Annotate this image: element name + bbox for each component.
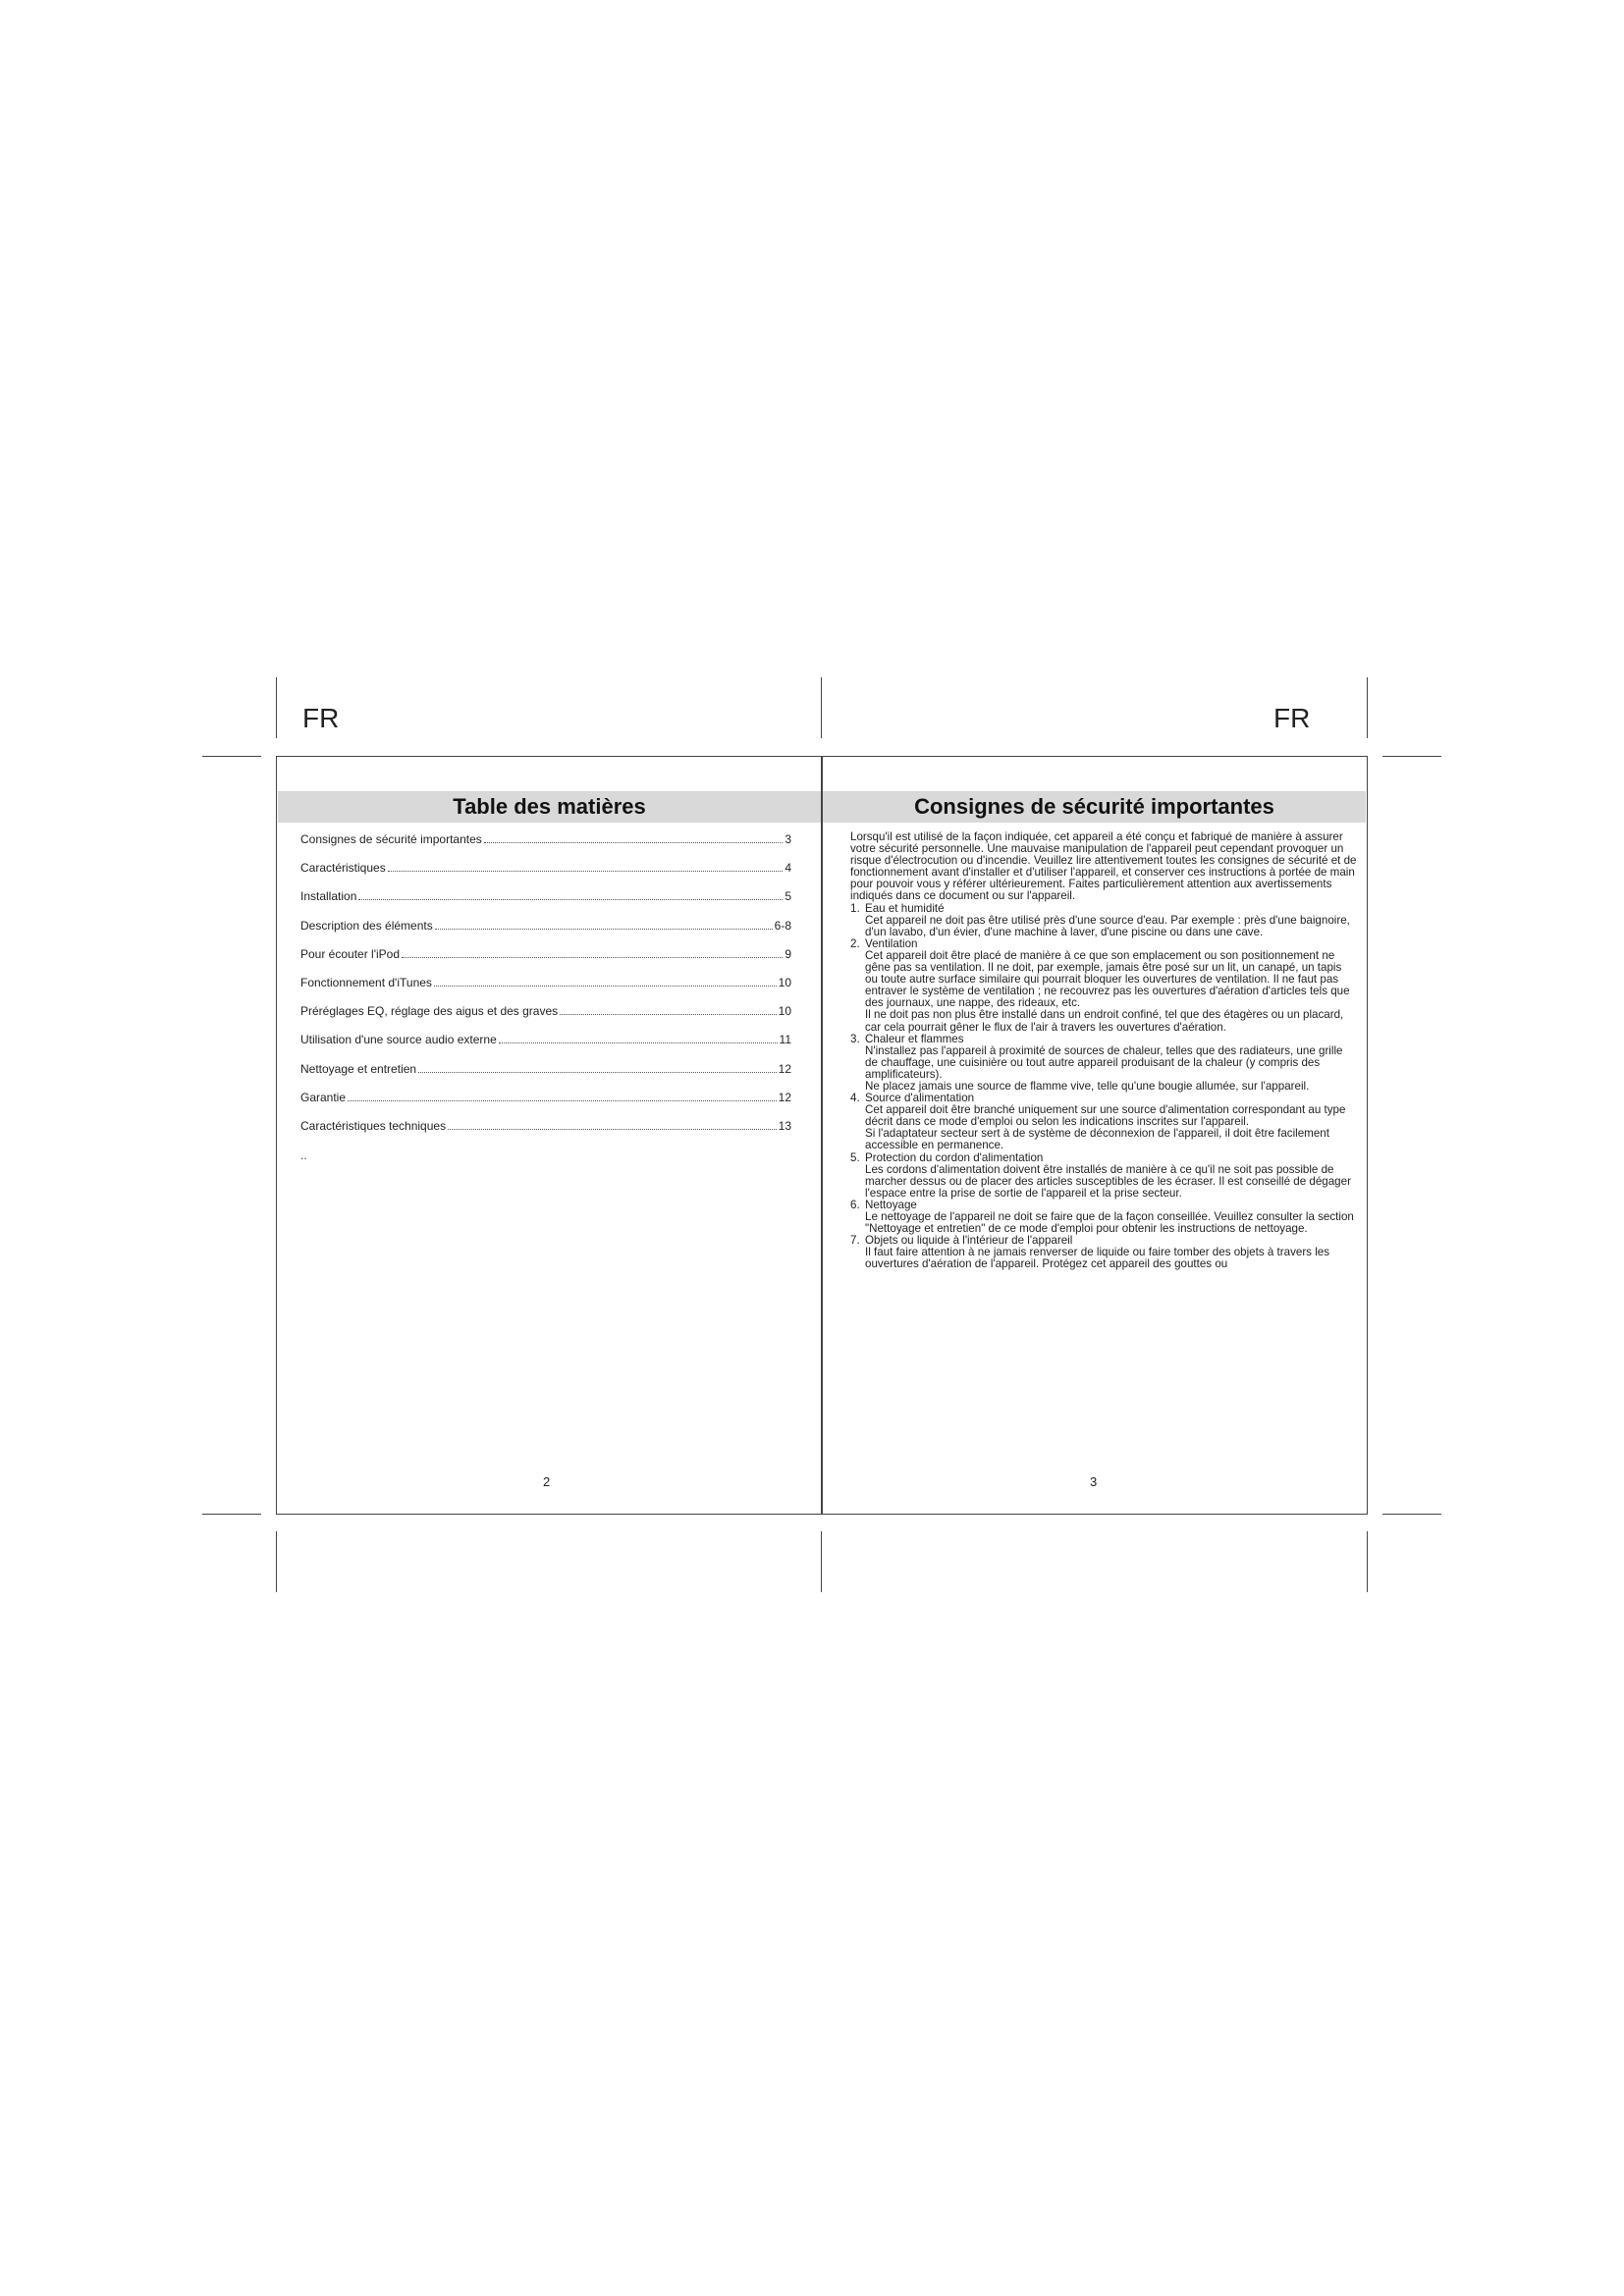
toc-leader-dots xyxy=(388,871,784,872)
item-paragraph: Cet appareil doit être placé de manière à ce que son emplacement ou son positionnement ne gêne pas sa ventilation. Il ne doit, par exemple, jamais être posé sur un lit, un canapé, un tapis ou toute autre surface similaire qui pourrait bloquer les ouvertures de ventilation. Il ne faut pas entraver le système de ventilation ; ne recouvrez pas les ouvertures d'aération d'articles tels que des journaux, une nappe, des rideaux, etc. xyxy=(865,948,1350,1010)
item-number: 6. xyxy=(850,1198,860,1211)
crop-mark xyxy=(276,1531,277,1592)
toc-leader-dots xyxy=(418,1072,777,1073)
item-title: Source d'alimentation xyxy=(865,1092,975,1105)
toc-entry-page: 12 xyxy=(778,1061,791,1076)
item-paragraph: Les cordons d'alimentation doivent être installés de manière à ce qu'il ne soit pas possible de marcher dessus ou de placer des articles susceptibles de les écraser. Il est conseillé de dégager l'espace entre la prise de sortie de l'appareil et la prise secteur. xyxy=(865,1162,1351,1200)
toc-leader-dots xyxy=(434,986,777,987)
toc-entry[interactable] xyxy=(300,832,791,861)
toc-leader-dots xyxy=(348,1100,777,1101)
item-number: 1. xyxy=(850,901,860,915)
toc-entry[interactable] xyxy=(300,889,791,918)
safety-item xyxy=(850,1235,1357,1270)
toc-title-band xyxy=(278,791,821,823)
item-number: 3. xyxy=(850,1032,860,1045)
toc-entry-label: Caractéristiques techniques xyxy=(300,1118,447,1133)
toc-entry-label: Garantie xyxy=(300,1090,347,1104)
toc-leader-dots xyxy=(402,957,783,958)
toc-entry[interactable] xyxy=(300,1062,791,1091)
safety-item xyxy=(850,1093,1357,1151)
toc-entry-label: Caractéristiques xyxy=(300,861,386,876)
item-paragraph: Le nettoyage de l'appareil ne doit se faire que de la façon conseillée. Veuillez consulter la section "Nettoyage et entretien" de ce mode d'emploi pour obtenir les instructions de nettoyage. xyxy=(865,1210,1354,1236)
crop-mark xyxy=(1382,756,1441,757)
safety-item xyxy=(850,938,1357,1034)
toc-title: Table des matières xyxy=(453,794,646,819)
crop-mark xyxy=(1382,1514,1441,1515)
toc-entry[interactable] xyxy=(300,861,791,889)
toc-leader-dots xyxy=(435,929,773,930)
toc-entry-label: Fonctionnement d'iTunes xyxy=(300,975,432,989)
toc-entry[interactable] xyxy=(300,1119,791,1148)
item-title: Chaleur et flammes xyxy=(865,1032,964,1045)
toc-entry-page: 4 xyxy=(785,861,791,876)
item-paragraph: Cet appareil ne doit pas être utilisé près d'une source d'eau. Par exemple : près d'une baignoire, d'un lavabo, d'un évier, d'une machine à laver, d'une piscine ou dans une cave. xyxy=(865,913,1350,938)
toc-leader-dots xyxy=(358,899,783,900)
item-number: 4. xyxy=(850,1092,860,1105)
toc-entry-page: 3 xyxy=(785,832,791,846)
toc-entry[interactable] xyxy=(300,1033,791,1061)
table-of-contents xyxy=(300,832,791,1148)
crop-mark xyxy=(1367,677,1368,738)
crop-mark xyxy=(821,677,822,738)
toc-entry[interactable] xyxy=(300,976,791,1004)
item-number: 7. xyxy=(850,1234,860,1248)
safety-intro: Lorsqu'il est utilisé de la façon indiquée, cet appareil a été conçu et fabriqué de manière à assurer votre sécurité personnelle. Une mauvaise manipulation de l'appareil peut cependant provoquer un risque d'électrocution ou d'incendie. Veuillez lire attentivement toutes les consignes de sécurité et de fonctionnement avant d'installer et d'utiliser l'appareil, et conserver ces instructions à portée de main pour pouvoir vous y référer ultérieurement. Faites particulièrement attention aux avertissements indiqués dans ce document ou sur l'appareil. xyxy=(850,830,1357,903)
safety-item xyxy=(850,1034,1357,1093)
safety-title-band xyxy=(823,791,1366,823)
item-title: Protection du cordon d'alimentation xyxy=(865,1150,1044,1164)
toc-entry-page: 10 xyxy=(778,1004,791,1019)
item-title: Eau et humidité xyxy=(865,901,945,915)
toc-entry-label: Description des éléments xyxy=(300,918,433,933)
item-title: Nettoyage xyxy=(865,1198,917,1211)
toc-entry-page: 10 xyxy=(778,975,791,989)
safety-item xyxy=(850,903,1357,938)
toc-leader-dots xyxy=(499,1042,778,1043)
safety-title: Consignes de sécurité importantes xyxy=(914,794,1274,819)
toc-entry-label: Installation xyxy=(300,889,357,904)
crop-mark xyxy=(276,677,277,738)
page-number-left: 2 xyxy=(543,1474,551,1489)
safety-item xyxy=(850,1200,1357,1235)
toc-entry[interactable] xyxy=(300,947,791,976)
toc-entry-label: Consignes de sécurité importantes xyxy=(300,832,482,846)
toc-entry[interactable] xyxy=(300,919,791,947)
toc-trailing-marks: .. xyxy=(300,1148,307,1162)
item-number: 5. xyxy=(850,1150,860,1164)
crop-mark xyxy=(202,756,261,757)
page-number-right: 3 xyxy=(1090,1474,1098,1489)
toc-entry-page: 9 xyxy=(785,946,791,961)
toc-leader-dots xyxy=(560,1014,776,1015)
toc-entry[interactable] xyxy=(300,1091,791,1119)
toc-entry-page: 13 xyxy=(778,1118,791,1133)
toc-entry-label: Préréglages EQ, réglage des aigus et des graves xyxy=(300,1004,559,1019)
item-paragraph: Il faut faire attention à ne jamais renverser de liquide ou faire tomber des objets à travers les ouvertures d'aération de l'appareil. Protégez cet appareil des gouttes ou xyxy=(865,1246,1330,1271)
toc-entry-page: 5 xyxy=(785,889,791,904)
toc-entry-label: Pour écouter l'iPod xyxy=(300,946,401,961)
item-paragraph: Il ne doit pas non plus être installé dans un endroit confiné, tel que des étagères ou un placard, car cela pourrait gêner le flux de l'air à travers les ouvertures d'aération. xyxy=(865,1008,1344,1034)
toc-entry-page: 6-8 xyxy=(774,918,791,933)
item-paragraph: Ne placez jamais une source de flamme vive, telle qu'une bougie allumée, sur l'appareil. xyxy=(865,1079,1310,1093)
toc-entry-label: Utilisation d'une source audio externe xyxy=(300,1033,497,1047)
safety-item xyxy=(850,1152,1357,1200)
toc-entry-page: 11 xyxy=(779,1033,791,1047)
item-paragraph: Si l'adaptateur secteur sert à de système de déconnexion de l'appareil, il doit être facilement accessible en permanence. xyxy=(865,1127,1329,1152)
toc-leader-dots xyxy=(484,842,784,843)
item-number: 2. xyxy=(850,936,860,950)
toc-entry-label: Nettoyage et entretien xyxy=(300,1061,417,1076)
toc-entry[interactable] xyxy=(300,1004,791,1033)
crop-mark xyxy=(1367,1531,1368,1592)
item-paragraph: Cet appareil doit être branché uniquement sur une source d'alimentation correspondant au type décrit dans ce mode d'emploi ou selon les indications inscrites sur l'appareil. xyxy=(865,1103,1346,1129)
safety-instructions xyxy=(850,831,1357,1270)
crop-mark xyxy=(202,1514,261,1515)
language-label-right: FR xyxy=(1273,703,1311,733)
language-label-left: FR xyxy=(302,703,340,733)
item-title: Objets ou liquide à l'intérieur de l'appareil xyxy=(865,1234,1073,1248)
toc-leader-dots xyxy=(448,1129,777,1130)
toc-entry-page: 12 xyxy=(778,1090,791,1104)
item-title: Ventilation xyxy=(865,936,918,950)
crop-mark xyxy=(821,1531,822,1592)
item-paragraph: N'installez pas l'appareil à proximité de sources de chaleur, telles que des radiateurs, une grille de chauffage, une cuisinière ou tout autre appareil produisant de la chaleur (y compris des amplificateurs). xyxy=(865,1043,1343,1081)
